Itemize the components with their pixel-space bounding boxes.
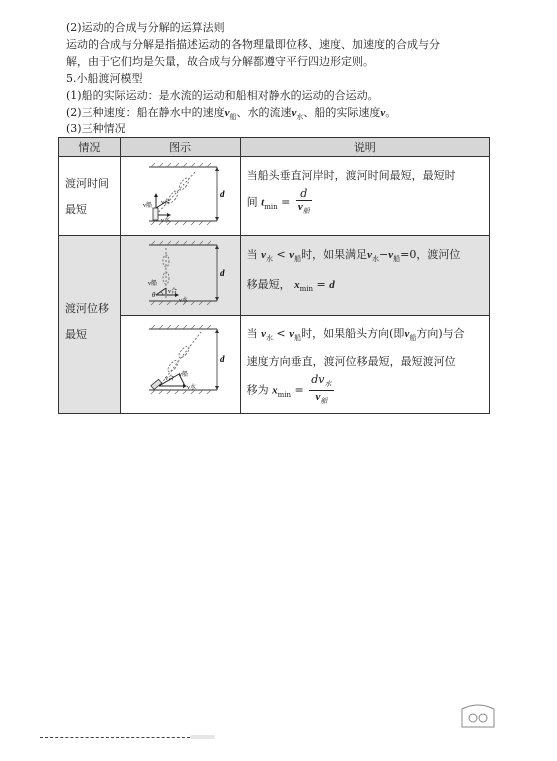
figure-cell	[120, 316, 240, 414]
table-row	[59, 157, 490, 236]
paragraph-line-1: 运动的合成与分解是指描述运动的各物理量即位移、速度、加速度的合成与分	[66, 38, 440, 51]
v-water-label: v水	[160, 218, 170, 224]
v-boat-label: v船	[142, 203, 152, 209]
theta-label: θ	[151, 291, 156, 299]
item-1: (1)船的实际运动：是水流的运动和船相对静水的运动的合运动。	[66, 89, 379, 102]
table-row	[59, 316, 490, 414]
v-combined-label: v合	[160, 200, 170, 206]
distance-label: d	[219, 354, 225, 364]
formula-line: 间 $t_{min}$ = $\frac{d}{v_船}$	[246, 187, 310, 216]
distance-label: d	[219, 268, 225, 278]
page-ornament-icon	[460, 703, 496, 729]
figure-cell	[120, 236, 240, 316]
description-cell	[240, 236, 489, 316]
footer-divider	[40, 737, 190, 738]
time-fraction: $\frac{d}{v_船}$	[297, 187, 310, 216]
situation-text: 最短	[65, 328, 87, 341]
formula-line: 移为 $x_{min}$ = $\frac{dv_水}{v_船}$	[246, 373, 332, 406]
result-line: 移最短， $x_{min} = d$	[246, 278, 335, 294]
table-row	[59, 236, 490, 316]
description-cell	[240, 316, 489, 414]
v-boat-label: v船	[147, 281, 157, 287]
v-boat-label: v船	[178, 372, 188, 378]
cases-table	[58, 137, 490, 414]
shortest-displacement-diagram-2	[121, 316, 238, 410]
condition-line: 当 $v_水 < v_船$时，如果满足$v_水-v_船=0$，渡河位	[246, 248, 461, 264]
situation-text: 最短	[65, 203, 87, 216]
heading-2: (2)运动的合成与分解的运算法则	[66, 21, 225, 34]
v-combined-label: v合	[167, 289, 177, 295]
figure-cell	[120, 157, 240, 236]
section-title: 5.小船渡河模型	[66, 72, 143, 85]
condition-line: 当 $v_水 < v_船$时，如果船头方向(即$v_船$方向)与合	[246, 327, 465, 343]
situation-cell	[59, 236, 121, 414]
description-cell	[240, 157, 489, 236]
shortest-displacement-diagram-1	[121, 236, 238, 312]
situation-text: 渡河时间	[65, 177, 109, 190]
displacement-fraction: $\frac{dv_水}{v_船}$	[311, 373, 332, 406]
item-2: (2)三种速度：船在静水中的速度$v_船$、水的流速$v_水$、船的实际速度v。	[66, 106, 397, 122]
description-text: 速度方向垂直，渡河位移最短，最短渡河位	[246, 355, 456, 369]
table-header-row	[59, 138, 490, 157]
header-situation: 情况	[59, 138, 121, 157]
item-3: (3)三种情况	[66, 122, 126, 135]
situation-cell	[59, 157, 121, 236]
header-description: 说明	[240, 138, 489, 157]
v-water-label: v水	[178, 298, 188, 304]
header-figure: 图示	[120, 138, 240, 157]
paragraph-line-2: 解，由于它们均是矢量，故合成与分解都遵守平行四边形定则。	[66, 55, 374, 68]
v-combined-label: v合	[164, 376, 174, 382]
footer-fade	[190, 735, 215, 739]
distance-label: d	[219, 189, 225, 199]
shortest-time-diagram	[121, 157, 238, 232]
description-text: 当船头垂直河岸时，渡河时间最短，最短时	[246, 169, 456, 182]
v-water-label: v水	[186, 385, 196, 391]
situation-text: 渡河位移	[65, 302, 109, 315]
